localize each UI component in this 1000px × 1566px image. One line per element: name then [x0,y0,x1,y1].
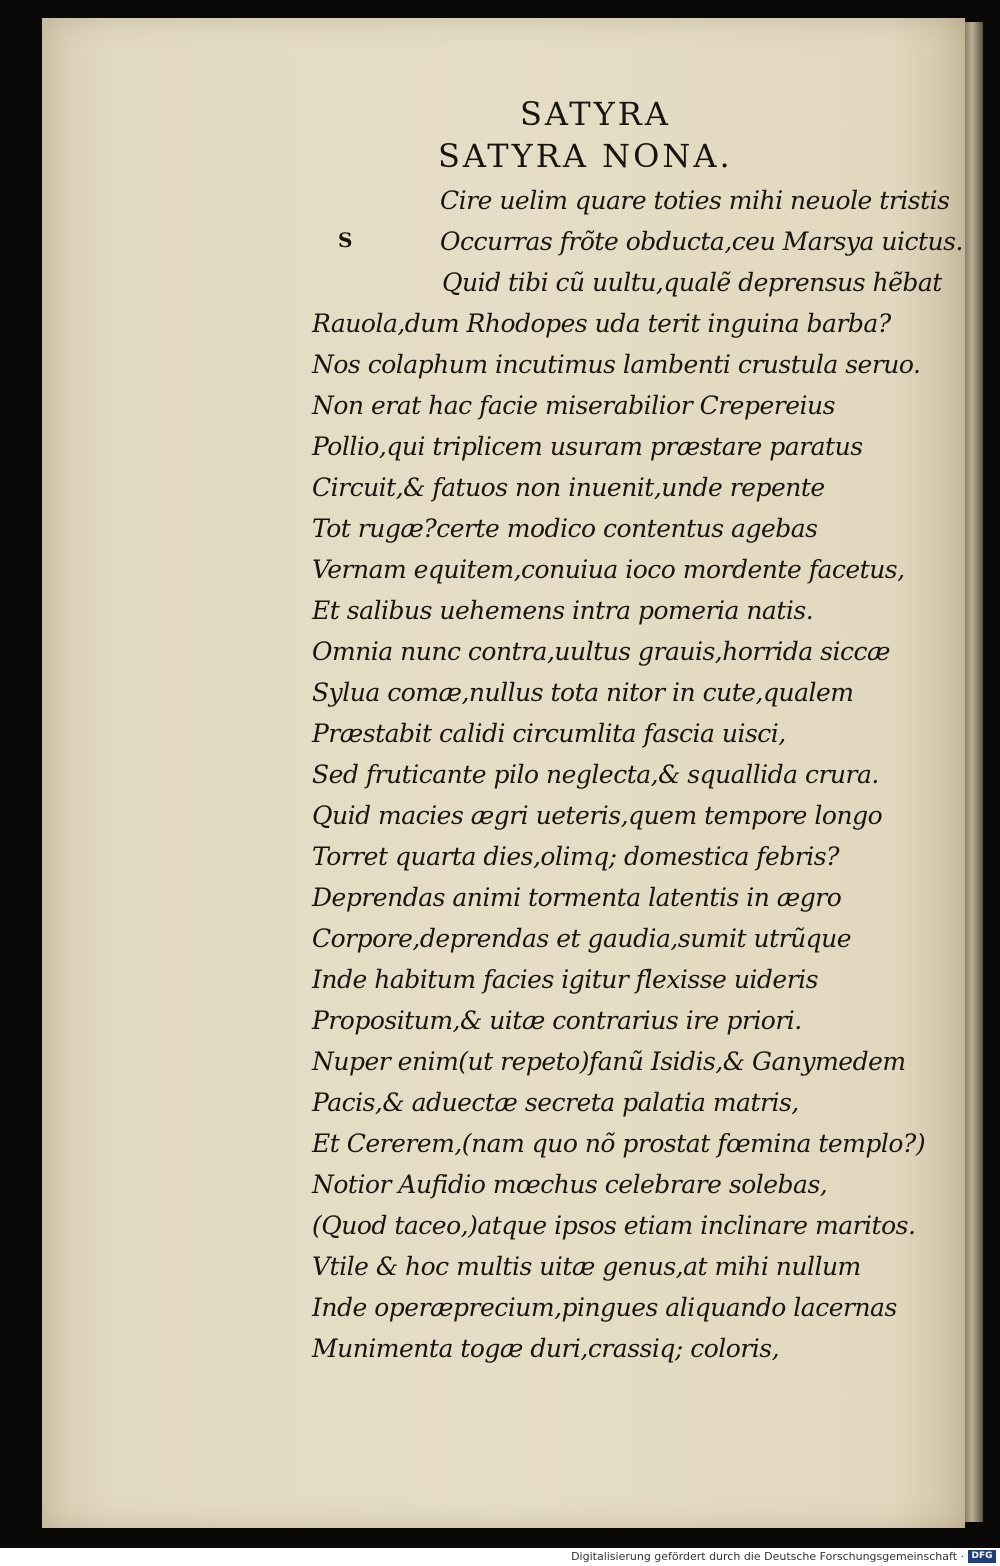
verse-line: Notior Aufidio mœchus celebrare solebas, [312,1170,828,1199]
verse-line: Deprendas animi tormenta latentis in ægro [312,883,842,912]
running-head: SATYRA [520,95,671,133]
verse-line: (Quod taceo,)atque ipsos etiam inclinare maritos. [312,1211,916,1240]
verse-line: Propositum,& uitæ contrarius ire priori. [312,1006,802,1035]
footer-bar [0,1548,1000,1566]
verse-line: Tot rugæ?certe modico contentus agebas [312,514,818,543]
verse-line: Nos colaphum incutimus lambenti crustula seruo. [312,350,921,379]
verse-line: Vtile & hoc multis uitæ genus,at mihi nullum [312,1252,861,1281]
verse-line: Corpore,deprendas et gaudia,sumit utrũque [312,924,852,953]
verse-line: Nuper enim(ut repeto)fanũ Isidis,& Ganymedem [312,1047,906,1076]
verse-line: Inde habitum facies igitur flexisse uideris [312,965,819,994]
verse-line: Pacis,& aduectæ secreta palatia matris, [312,1088,799,1117]
verse-line: Pollio,qui triplicem usuram præstare paratus [312,432,863,461]
dfg-logo[interactable]: DFG [968,1550,996,1563]
verse-line: Torret quarta dies,olimq; domestica febris? [312,842,840,871]
verse-line: Omnia nunc contra,uultus grauis,horrida siccæ [312,637,890,666]
verse-line: Et salibus uehemens intra pomeria natis. [312,596,814,625]
verse-line: Munimenta togæ duri,crassiq; coloris, [312,1334,780,1363]
satire-title: SATYRA NONA. [438,137,733,175]
verse-line: Inde operæprecium,pingues aliquando lacernas [312,1293,897,1322]
verse-line: Sylua comæ,nullus tota nitor in cute,qualem [312,678,854,707]
verse-line: Non erat hac facie miserabilior Crepereius [312,391,835,420]
verse-block [300,180,963,1369]
footer-credit: Digitalisierung gefördert durch die Deutsche Forschungsgemeinschaft · [571,1550,964,1563]
verse-line: Sed fruticante pilo neglecta,& squallida crura. [312,760,879,789]
verse-line: Præstabit calidi circumlita fascia uisci, [312,719,786,748]
verse-line: Rauola,dum Rhodopes uda terit inguina barba? [312,309,891,338]
verse-line: Circuit,& fatuos non inuenit,unde repente [312,473,825,502]
verse-line: Quid tibi cũ uultu,qualẽ deprensus hẽbat [442,268,942,297]
verse-line: Occurras frõte obducta,ceu Marsya uictus. [440,227,963,256]
verse-line: Quid macies ægri ueteris,quem tempore longo [312,801,883,830]
verse-line: Cire uelim quare toties mihi neuole tristis [440,186,950,215]
verse-line: Vernam equitem,conuiua ioco mordente facetus, [312,555,905,584]
page-edge [965,22,983,1522]
initial-letter: S [338,228,353,252]
verse-line: Et Cererem,(nam quo nõ prostat fœmina templo?) [312,1129,926,1158]
